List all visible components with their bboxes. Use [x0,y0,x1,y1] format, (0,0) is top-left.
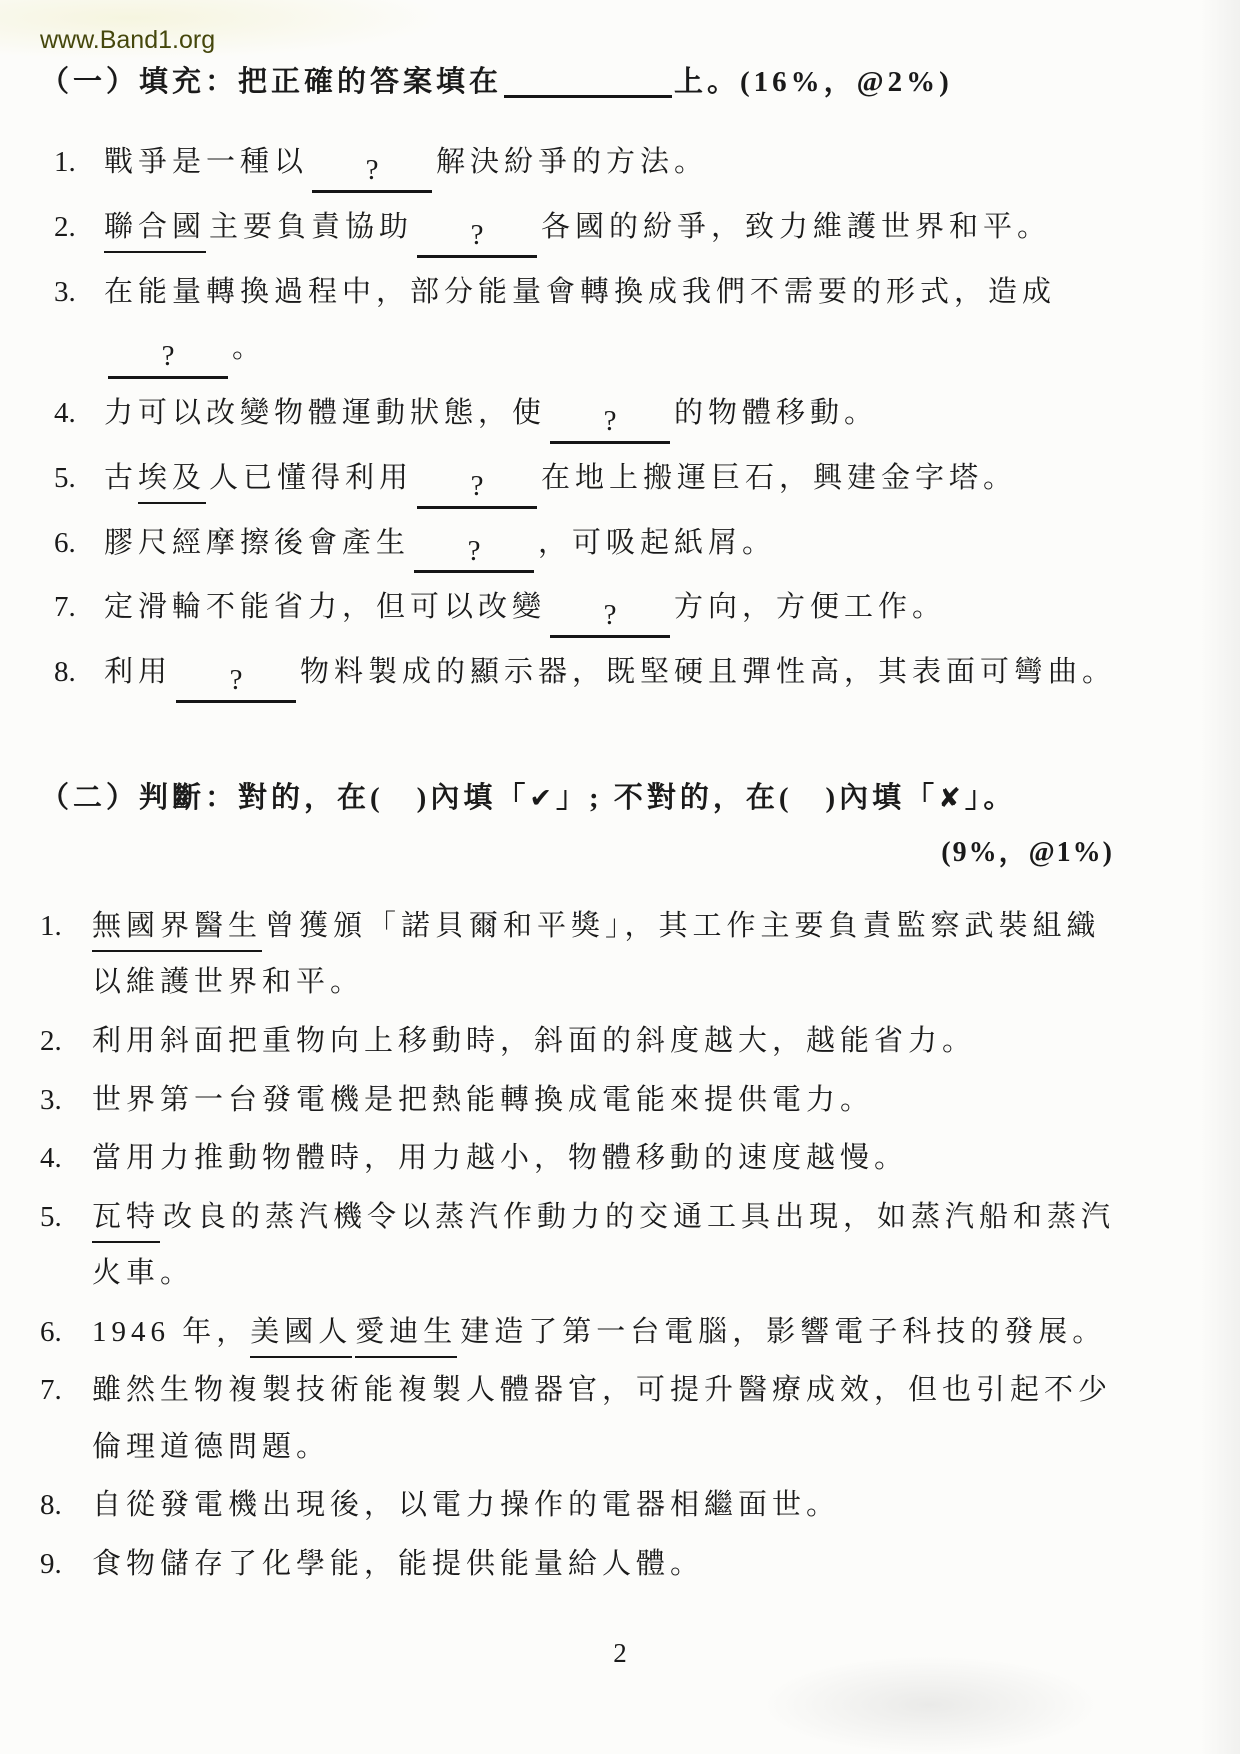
question-row [40,898,1192,1011]
question-text [92,898,1132,1011]
answer-blank: ? [414,534,534,574]
question-row [40,515,1192,574]
section1-title [40,59,1192,100]
question-number: 5. [40,1200,62,1233]
question-row [40,199,1192,258]
question-segment: 力可以改變物體運動狀態，使 [104,396,547,429]
underlined-term: 埃及 [138,456,206,504]
question-number: 5. [54,461,76,494]
question-text [92,1072,1132,1129]
question-segment: 方向，方便工作。 [674,591,947,624]
answer-blank: ? [417,469,537,509]
section1-question-list [40,134,1192,703]
question-text [92,1536,1132,1593]
question-segment: 利用 [104,656,173,689]
question-segment: 自從發電機出現後，以電力操作的電器相繼面世。 [92,1489,841,1522]
question-segment: ，可吸起紙屑。 [538,526,777,559]
question-segment: 雖然生物複製技術能複製人體器官，可提升醫療成效，但也引起不少倫理道德問題。 [92,1374,1113,1463]
question-number: 3. [54,275,76,308]
question-segment: 古 [104,461,139,494]
question-number: 6. [40,1315,62,1348]
question-row [40,1189,1192,1302]
section2-marks: (9%，@1%) [941,836,1114,868]
question-row [40,1130,1192,1187]
question-number: 4. [40,1142,62,1175]
question-text [104,264,1144,379]
question-row [40,385,1192,444]
check-icon: ✔ [529,782,556,814]
question-segment: 解決紛爭的方法。 [436,146,709,178]
question-number: 8. [40,1489,62,1522]
answer-blank: ? [417,218,537,258]
question-text [104,134,1144,193]
question-row [40,644,1192,703]
title-blank-line [504,66,672,98]
question-row [40,450,1192,509]
question-segment: 建造了第一台電腦，影響電子科技的發展。 [460,1315,1107,1348]
cross-icon: ✘ [938,782,965,814]
question-segment: 在地上搬運巨石，興建金字塔。 [541,461,1018,494]
question-segment: 在能量轉換過程中，部分能量會轉換成我們不需要的形式，造成 [104,275,1057,308]
question-row [40,579,1192,638]
question-segment: 食物儲存了化學能，能提供能量給人體。 [92,1547,705,1580]
question-segment: 定滑輪不能省力，但可以改變 [104,591,547,624]
question-row [40,1304,1192,1361]
question-segment: 利用斜面把重物向上移動時，斜面的斜度越大，越能省力。 [92,1025,977,1058]
question-text [92,1362,1132,1475]
question-row [40,1536,1192,1593]
section2-title-part2: 」; 不對的，在( )內填「 [555,781,939,814]
question-segment: 世界第一台發電機是把熱能轉換成電能來提供電力。 [92,1083,875,1116]
underlined-term: 無國界醫生 [92,904,262,952]
section1-title-suffix: 上。(16%，@2%) [674,66,953,98]
answer-blank: ? [108,339,228,379]
question-number: 7. [40,1374,62,1407]
question-text [92,1189,1132,1302]
section2-question-list [40,898,1192,1593]
question-text [104,515,1144,574]
section2-title-part1: （二）判斷：對的，在( )內填「 [40,781,530,814]
answer-blank: ? [550,598,670,638]
question-number: 6. [54,526,76,559]
question-segment: 物料製成的顯示器，既堅硬且彈性高，其表面可彎曲。 [300,656,1117,689]
question-text [92,1013,1132,1070]
question-number: 9. [40,1547,62,1580]
question-segment: 當用力推動物體時，用力越小，物體移動的速度越慢。 [92,1142,909,1175]
underlined-term: 聯合國 [104,205,206,253]
underlined-term: 愛迪生 [355,1310,457,1358]
page-number: 2 [613,1638,627,1668]
section2-title-part3: 」。 [964,781,1017,814]
question-segment: 。 [232,332,267,365]
question-text [104,579,1144,638]
question-number: 1. [40,909,62,942]
watermark: www.Band1.org [40,26,216,54]
question-segment: 1946 年， [92,1315,251,1348]
question-text [104,450,1144,509]
section2-title [40,775,1192,816]
question-segment: 改良的蒸汽機令以蒸汽作動力的交通工具出現，如蒸汽船和蒸汽火車。 [92,1200,1116,1290]
question-number: 2. [54,210,76,243]
question-segment: 各國的紛爭，致力維護世界和平。 [541,210,1052,243]
answer-blank: ? [312,153,432,193]
question-text [92,1130,1132,1187]
question-segment: 主要負責協助 [209,210,414,243]
question-text [104,644,1144,703]
answer-blank: ? [550,404,670,444]
question-number: 2. [40,1025,62,1058]
question-number: 3. [40,1083,62,1116]
question-row [40,134,1192,193]
question-row [40,1013,1192,1070]
question-segment: 曾獲頒「諾貝爾和平獎」，其工作主要負責監察武裝組織以維護世界和平。 [92,909,1101,999]
answer-blank: ? [176,663,296,703]
underlined-term: 美國人 [250,1310,352,1358]
question-number: 7. [54,591,76,624]
question-number: 4. [54,396,76,429]
question-segment: 的物體移動。 [674,396,879,429]
question-segment: 人已懂得利用 [209,461,414,494]
question-number: 1. [54,146,76,178]
question-text [104,385,1144,444]
section2 [40,775,1192,1593]
question-segment: 戰爭是一種以 [104,146,309,178]
question-row [40,264,1192,379]
section1-title-prefix: （一）填充：把正確的答案填在 [40,66,503,98]
question-text [104,199,1144,258]
underlined-term: 瓦特 [92,1195,160,1243]
question-segment: 膠尺經摩擦後會產生 [104,526,411,559]
question-row [40,1362,1192,1475]
question-row [40,1072,1192,1129]
question-text [92,1477,1132,1534]
question-text [92,1304,1132,1361]
question-row [40,1477,1192,1534]
question-number: 8. [54,656,76,689]
